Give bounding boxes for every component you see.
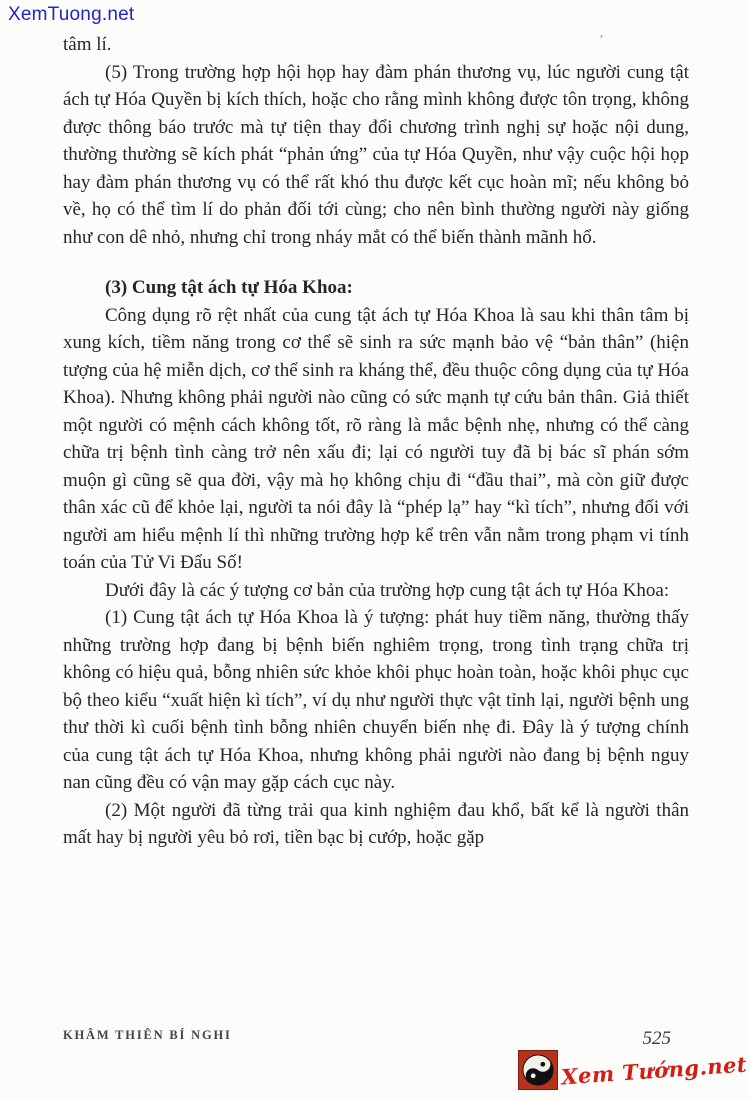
paragraph-5: (5) Trong trường hợp hội họp hay đàm phán thương vụ, lúc người cung tật ách tự Hóa Quyền bị kích thích, hoặc cho rằng mình không được tôn trọng, không được thông báo trước mà tự tiện thay đổi chương trình nghị sự hoặc nội dung, thường thường sẽ kích phát “phản ứng” của tự Hóa Quyền, như vậy cuộc hội họp hay đàm phán thương vụ có thể rất khó thu được kết cục hoàn mĩ; nếu không bỏ về, họ có thể tìm lí do phản đối tới cùng; cho nên bình thường người này giống như con dê nhỏ, nhưng chỉ trong nháy mắt có thể biến thành mãnh hổ. bbox=[63, 61, 689, 248]
paragraph-2: (2) Một người đã từng trải qua kinh nghiệm đau khổ, bất kể là người thân mất hay bị người yêu bỏ rơi, tiền bạc bị cướp, hoặc gặp bbox=[63, 799, 689, 848]
site-watermark-top: XemTuong.net bbox=[8, 4, 135, 25]
paragraph-duoi-day: Dưới đây là các ý tượng cơ bản của trường hợp cung tật ách tự Hóa Khoa: bbox=[105, 579, 670, 601]
page-footer bbox=[63, 1028, 689, 1050]
section-heading-hoa-khoa: (3) Cung tật ách tự Hóa Khoa: bbox=[105, 277, 353, 298]
site-watermark-bottom-text: Xem Tướng.net bbox=[560, 1051, 748, 1089]
paragraph-cong-dung: Công dụng rõ rệt nhất của cung tật ách tự Hóa Khoa là sau khi thân tâm bị xung kích, tiềm năng trong cơ thể sẽ sinh ra sức mạnh bảo vệ “bản thân” (hiện tượng của hệ miễn dịch, cơ thể sinh ra kháng thể, đều thuộc công dụng của tự Hóa Khoa). Nhưng không phải người nào cũng có sức mạnh tự cứu bản thân. Giả thiết một người có mệnh cách không tốt, rõ ràng là mắc bệnh nhẹ, nhưng có thể càng chữa trị bệnh tình càng trở nên xấu đi; lại có người tuy đã bị bác sĩ phán sớm muộn gì cũng sẽ qua đời, vậy mà họ không chịu đi “đầu thai”, mà còn giữ được thân xác cũ để khỏe lại, người ta nói đây là “phép lạ” hay “kì tích”, nhưng đối với người am hiểu mệnh lí thì những trường hợp kể trên vẫn nằm trong phạm vi tính toán của Tử Vi Đẩu Số! bbox=[63, 304, 689, 573]
scan-artifact-mark: ’ bbox=[596, 32, 605, 49]
page-text-body bbox=[63, 31, 689, 852]
page-number: 525 bbox=[642, 1028, 671, 1049]
site-watermark-bottom bbox=[518, 1050, 747, 1090]
paragraph-1: (1) Cung tật ách tự Hóa Khoa là ý tượng: phát huy tiềm năng, thường thấy những trường hợp đang bị bệnh biến nghiêm trọng, trong tình trạng chữa trị không có hiệu quả, bỗng nhiên sức khỏe khôi phục hoàn toàn, hoặc khôi phục cục bộ theo kiểu “xuất hiện kì tích”, ví dụ như người thực vật tỉnh lại, người bệnh ung thư thời kì cuối bệnh tình bỗng nhiên chuyển biến nhẹ đi. Đây là ý tượng chính của cung tật ách tự Hóa Khoa, nhưng không phải người nào đang bị bệnh nguy nan cũng đều có vận may gặp cách cục này. bbox=[63, 607, 689, 793]
continuation-line: tâm lí. bbox=[63, 34, 112, 55]
yin-yang-icon bbox=[518, 1050, 558, 1090]
running-head-book-title: KHÂM THIÊN BÍ NGHI bbox=[63, 1028, 232, 1042]
